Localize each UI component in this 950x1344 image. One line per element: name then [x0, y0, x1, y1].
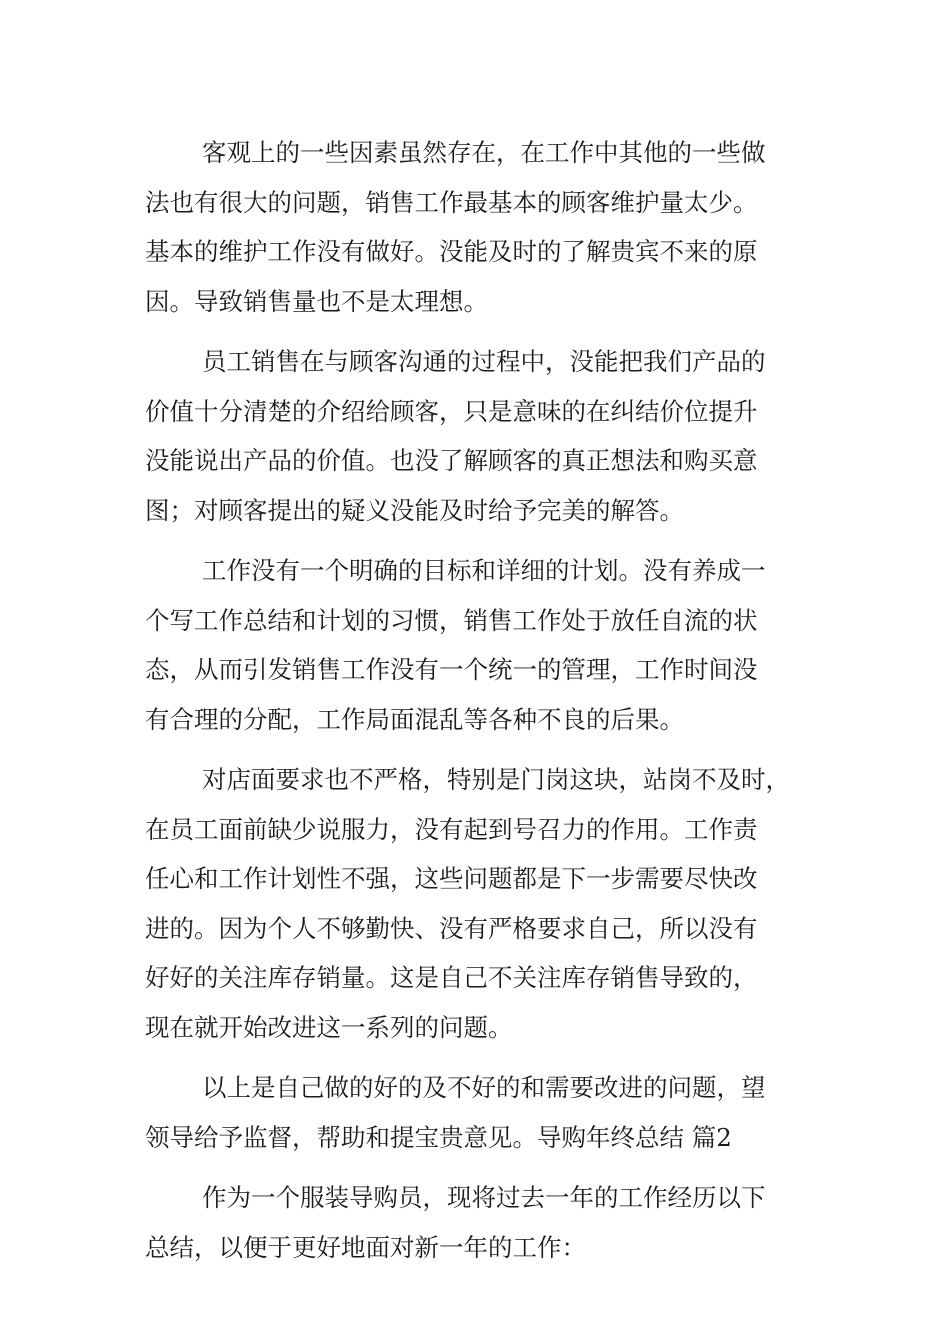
text-line: 现在就开始改进这一系列的问题。	[145, 1012, 513, 1042]
text-line: 对店面要求也不严格，特别是门岗这块，站岗不及时，	[202, 765, 790, 794]
paragraph-4	[145, 755, 815, 1052]
text-line: 工作没有一个明确的目标和详细的计划。没有养成一	[202, 556, 766, 585]
text-line: 作为一个服装导购员，现将过去一年的工作经历以下	[202, 1183, 766, 1212]
document-body	[145, 128, 815, 1283]
text-line: 总结，以便于更好地面对新一年的工作：	[145, 1232, 586, 1262]
paragraph-5	[145, 1063, 815, 1162]
text-line: 员工销售在与顾客沟通的过程中，没能把我们产品的	[202, 347, 766, 376]
text-line: 进的。因为个人不够勤快、没有严格要求自己，所以没有	[145, 913, 758, 943]
paragraph-2	[145, 337, 815, 535]
text-line: 没能说出产品的价值。也没了解顾客的真正想法和购买意	[145, 446, 758, 475]
text-line: 领导给予监督，帮助和提宝贵意见。导购年终总结 篇2	[145, 1122, 732, 1152]
text-line: 价值十分清楚的介绍给顾客，只是意味的在纠结价位提升	[145, 396, 758, 426]
paragraph-3	[145, 546, 815, 744]
text-line: 法也有很大的问题，销售工作最基本的顾客维护量太少。	[145, 187, 758, 217]
text-line: 个写工作总结和计划的习惯，销售工作处于放任自流的状	[145, 605, 758, 635]
text-line: 在员工面前缺少说服力，没有起到号召力的作用。工作责	[145, 814, 758, 844]
text-line: 因。导致销售量也不是太理想。	[145, 286, 488, 316]
text-line: 以上是自己做的好的及不好的和需要改进的问题，望	[202, 1073, 766, 1102]
text-line: 好好的关注库存销量。这是自己不关注库存销售导致的，	[145, 963, 758, 992]
text-line: 客观上的一些因素虽然存在，在工作中其他的一些做	[202, 138, 766, 167]
text-line: 任心和工作计划性不强，这些问题都是下一步需要尽快改	[145, 864, 758, 893]
text-line: 图；对顾客提出的疑义没能及时给予完美的解答。	[145, 495, 684, 525]
paragraph-1	[145, 128, 815, 326]
text-line: 态，从而引发销售工作没有一个统一的管理，工作时间没	[145, 655, 758, 684]
text-line: 基本的维护工作没有做好。没能及时的了解贵宾不来的原	[145, 237, 758, 266]
text-line: 有合理的分配，工作局面混乱等各种不良的后果。	[145, 704, 684, 734]
paragraph-6	[145, 1173, 815, 1272]
